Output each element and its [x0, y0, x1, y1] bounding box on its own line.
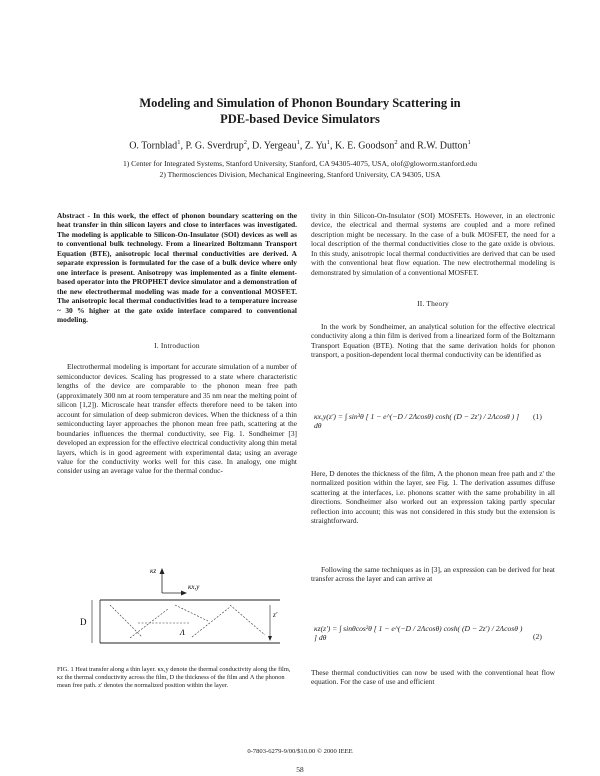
author-affil-mark: 1 [326, 139, 330, 146]
equation-1: κx,y(z') = ∫ sin³θ [ 1 − e^(−D / 2Λcosθ) cosh( (D − 2z') / 2Λcosθ ) ] dθ [314, 412, 520, 430]
figure-1-caption: FIG. 1 Heat transfer along a thin layer. κx,y denote the thermal conductivity along the film, κz the thermal conductivity across the film, D the thickness of the film and Λ the phonon mean free path. z' denotes the normalized position within the layer. [57, 666, 291, 689]
zprime-arrowhead [268, 636, 272, 641]
kz-label: κz [150, 567, 157, 575]
author-affil-mark: 1 [296, 139, 300, 146]
paper-title-line2: PDE-based Device Simulators [220, 112, 380, 126]
page-number: 58 [296, 765, 304, 774]
paragraph: Electrothermal modeling is important for accurate simulation of a number of semiconductor devices. Scaling has progressed to a state where characteristic lengths of the device are comparable to the phonon mean free path (approximately 300 nm at room temperature and 35 nm near the melting point of silicon [1,2]). Microscale heat transfer effects therefore need to be taken into account for simulation of deep submicron devices. When the thickness of a thin semiconducting layer approaches the phonon mean free path, scattering at the boundaries influences the thermal conductivity, see Fig. 1. Sondheimer [3] developed an expression for the effective electrical conductivity along thin metal layers, which is in good agreement with experimental data; using an average value for the conductivity works well for this case. In analogy, one might consider using an average value for the thermal conduc- [57, 362, 297, 476]
abstract [57, 211, 297, 324]
paragraph: Following the same techniques as in [3], an expression can be derived for heat transfer across the layer and can arrive at [311, 565, 555, 584]
paragraph: In the work by Sondheimer, an analytical solution for the effective electrical conductivity along a thin film is derived from a linearized form of the Boltzmann Transport Equation (BTE). Noting that the same derivation holds for phonon transport, a position-dependent local thermal conductivity can be identified as [311, 322, 555, 360]
thickness-label: D [80, 617, 87, 627]
kz-arrowhead [160, 568, 165, 574]
author-name: K. E. Goodson [334, 140, 395, 152]
kxy-arrowhead [181, 591, 187, 596]
author-name: Z. Yu [304, 140, 327, 152]
author-affil-mark: 2 [243, 139, 248, 146]
equation-2-number: (2) [533, 632, 542, 641]
theory-paragraph-4 [311, 668, 555, 687]
affiliation-2: 2) Thermosciences Division, Mechanical Engineering, Stanford University, CA 94305, USA [159, 170, 441, 179]
author-affil-mark: 2 [394, 139, 398, 146]
author-affil-mark: 1 [177, 139, 181, 146]
theory-paragraph-3 [311, 565, 555, 584]
theory-paragraph-1 [311, 322, 555, 360]
kxy-label: κx,y [188, 583, 200, 591]
abstract-text: - In this work, the effect of phonon boundary scattering on the heat transfer in thin silicon layers and close to interfaces was investigated. The modeling is applicable to Silicon-On-Insulator (SOI) devices as well as to conventional bulk technology. From a linearized Boltzmann Transport Equation (BTE), anisotropic local thermal conductivities are derived. A separate expression is formulated for the case of a bulk device where only one interface is present. Anisotropy was implemented as a finite element-based operator into the PROPHET device simulator and a demonstration of the new electrothermal modeling was made for a conventional MOSFET. The anisotropic local thermal conductivities lead to a temperature increase ~ 30 % higher at the gate oxide interface compared to conventional modeling. [57, 211, 297, 324]
section-theory [311, 299, 555, 308]
author-name: and R.W. Dutton [400, 140, 468, 152]
lambda-label: Λ [180, 628, 185, 637]
equation-2: κz(z') = ∫ sinθcos²θ [ 1 − e^(−D / 2Λcosθ) cosh( (D − 2z') / 2Λcosθ ) ] dθ [314, 624, 523, 642]
zprime-label: z' [273, 611, 278, 619]
paragraph: These thermal conductivities can now be used with the conventional heat flow equation. For the case of use and efficient [311, 668, 555, 687]
equation-1-number: (1) [533, 412, 542, 421]
intro-continued [311, 211, 555, 277]
author-name: D. Yergeau [252, 140, 297, 152]
paper-title-line1: Modeling and Simulation of Phonon Boundary Scattering in [139, 96, 461, 110]
section-heading: II. Theory [417, 299, 449, 308]
phonon-paths [110, 605, 265, 638]
paragraph: Here, D denotes the thickness of the film, Λ the phonon mean free path and z' the normalized position within the layer, see Fig. 1. The derivation assumes diffuse scattering at the interfaces, i.e. phonons scatter with the same probability in all directions. Sondheimer also worked out an expression taking partly specular reflection into account; this was not considered in this study but the extension is straightforward. [311, 469, 555, 526]
figure-1-diagram [80, 565, 280, 660]
section-introduction [57, 341, 297, 476]
author-list: O. Tornblad$^1$, P. G. Sverdrup$^2$, D. Yergeau$^1$, Z. Yu$^1$, K. E. Goodson$^2$ and R.W. Dutton$^1$ [129, 139, 471, 152]
theory-paragraph-2 [311, 469, 555, 526]
copyright-line: 0-7803-6279-9/00/$10.00 © 2000 IEEE [247, 748, 353, 755]
author-name: O. Tornblad [129, 140, 178, 152]
section-heading: I. Introduction [154, 341, 200, 350]
author-affil-mark: 1 [467, 139, 471, 146]
paragraph: tivity in thin Silicon-On-Insulator (SOI) MOSFETs. However, in an electronic device, the electrical and thermal systems are coupled and a more refined description might be necessary. In the case of a bulk MOSFET, the need for a local description of the thermal conductivities close to the gate oxide is obvious. In this study, anisotropic local thermal conductivities are derived that can be used with the conventional heat flow equation. The new electrothermal modeling is demonstrated by simulation of a conventional MOSFET. [311, 211, 555, 277]
author-name: P. G. Sverdrup [185, 140, 244, 152]
abstract-label: Abstract [57, 211, 85, 220]
affiliation-1: 1) Center for Integrated Systems, Stanford University, Stanford, CA 94305-4075, USA, olof@gloworm.stanford.edu [122, 159, 478, 168]
